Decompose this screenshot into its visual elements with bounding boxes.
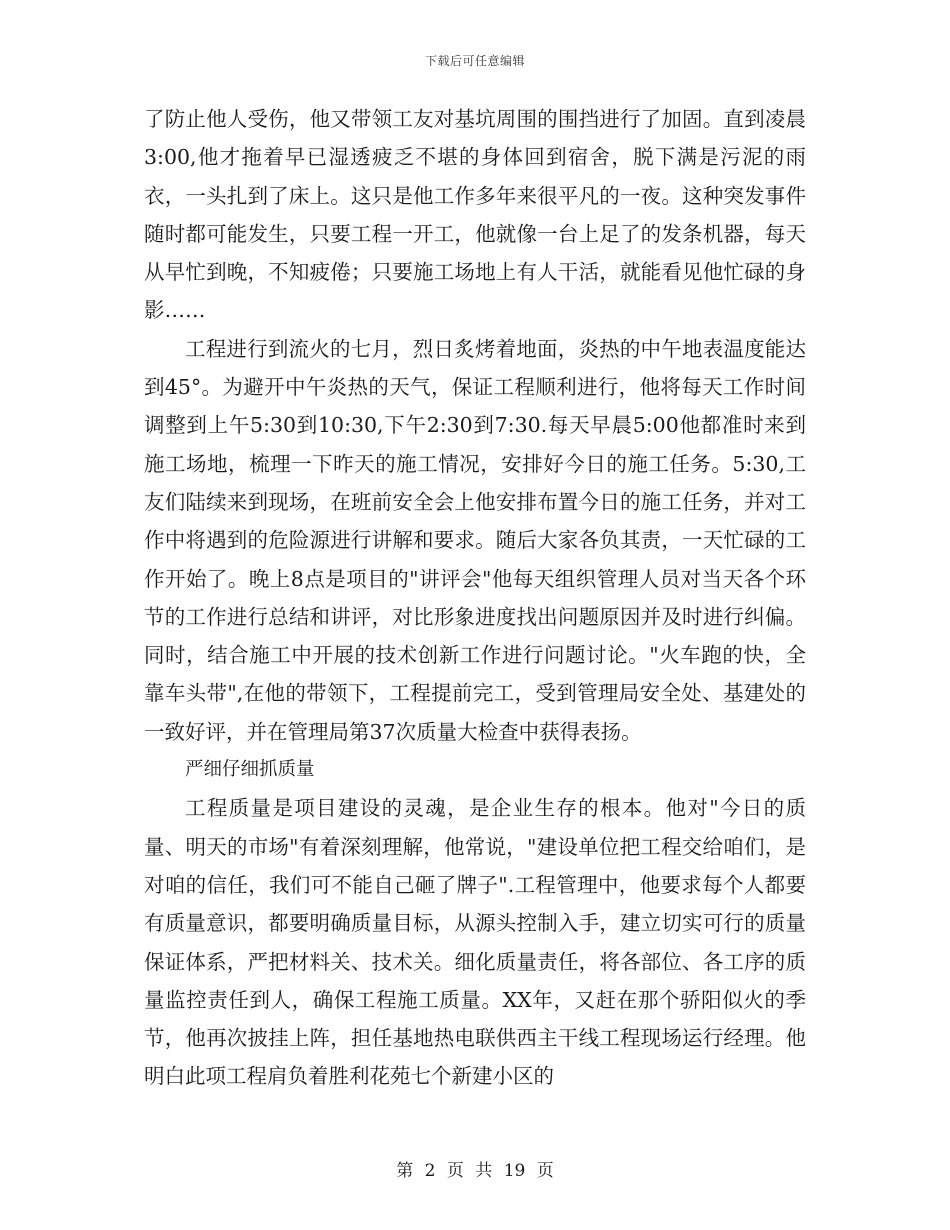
paragraph-continuation: 了防止他人受伤，他又带领工友对基坑周围的围挡进行了加固。直到凌晨3:00,他才拖着早已湿透疲乏不堪的身体回到宿舍，脱下满是污泥的雨衣，一头扎到了床上。这只是他工作多年来很平凡的一夜。这种突发事件随时都可能发生，只要工程一开工，他就像一台上足了的发条机器，每天从早忙到晚，不知疲倦；只要施工场地上有人干活，就能看见他忙碌的身影……: [144, 107, 806, 323]
body-text: [144, 100, 806, 1096]
paragraph-july-work: 工程进行到流火的七月，烈日炙烤着地面，炎热的中午地表温度能达到45°。为避开中午炎热的天气，保证工程顺利进行，他将每天工作时间调整到上午5:30到10:30,下午2:30到7:30.每天早晨5:00他都准时来到施工场地，梳理一下昨天的施工情况，安排好今日的施工任务。5:30,工友们陆续来到现场，在班前安全会上他安排布置今日的施工任务，并对工作中将遇到的危险源进行讲解和要求。随后大家各负其责，一天忙碌的工作开始了。晚上8点是项目的"讲评会"他每天组织管理人员对当天各个环节的工作进行总结和讲评，对比形象进度找出问题原因并及时进行纠偏。同时，结合施工中开展的技术创新工作进行问题讨论。"火车跑的快，全靠车头带",在他的带领下，工程提前完工，受到管理局安全处、基建处的一致好评，并在管理局第37次质量大检查中获得表扬。: [144, 336, 806, 744]
section-heading: 严细仔细抓质量: [185, 759, 315, 781]
paragraph-quality: 工程质量是项目建设的灵魂，是企业生存的根本。他对"今日的质量、明天的市场"有着深刻理解，他常说，"建设单位把工程交给咱们，是对咱的信任，我们可不能自己砸了牌子".工程管理中，他要求每个人都要有质量意识，都要明确质量目标，从源头控制入手，建立切实可行的质量保证体系，严把材料关、技术关。细化质量责任，将各部位、各工序的质量监控责任到人，确保工程施工质量。XX年，又赶在那个骄阳似火的季节，他再次披挂上阵，担任基地热电联供西主干线工程现场运行经理。他明白此项工程肩负着胜利花苑七个新建小区的: [144, 796, 806, 1089]
page-footer: 第 2 页 共 19 页: [396, 1161, 554, 1181]
page-header: 下载后可任意编辑: [424, 54, 525, 68]
